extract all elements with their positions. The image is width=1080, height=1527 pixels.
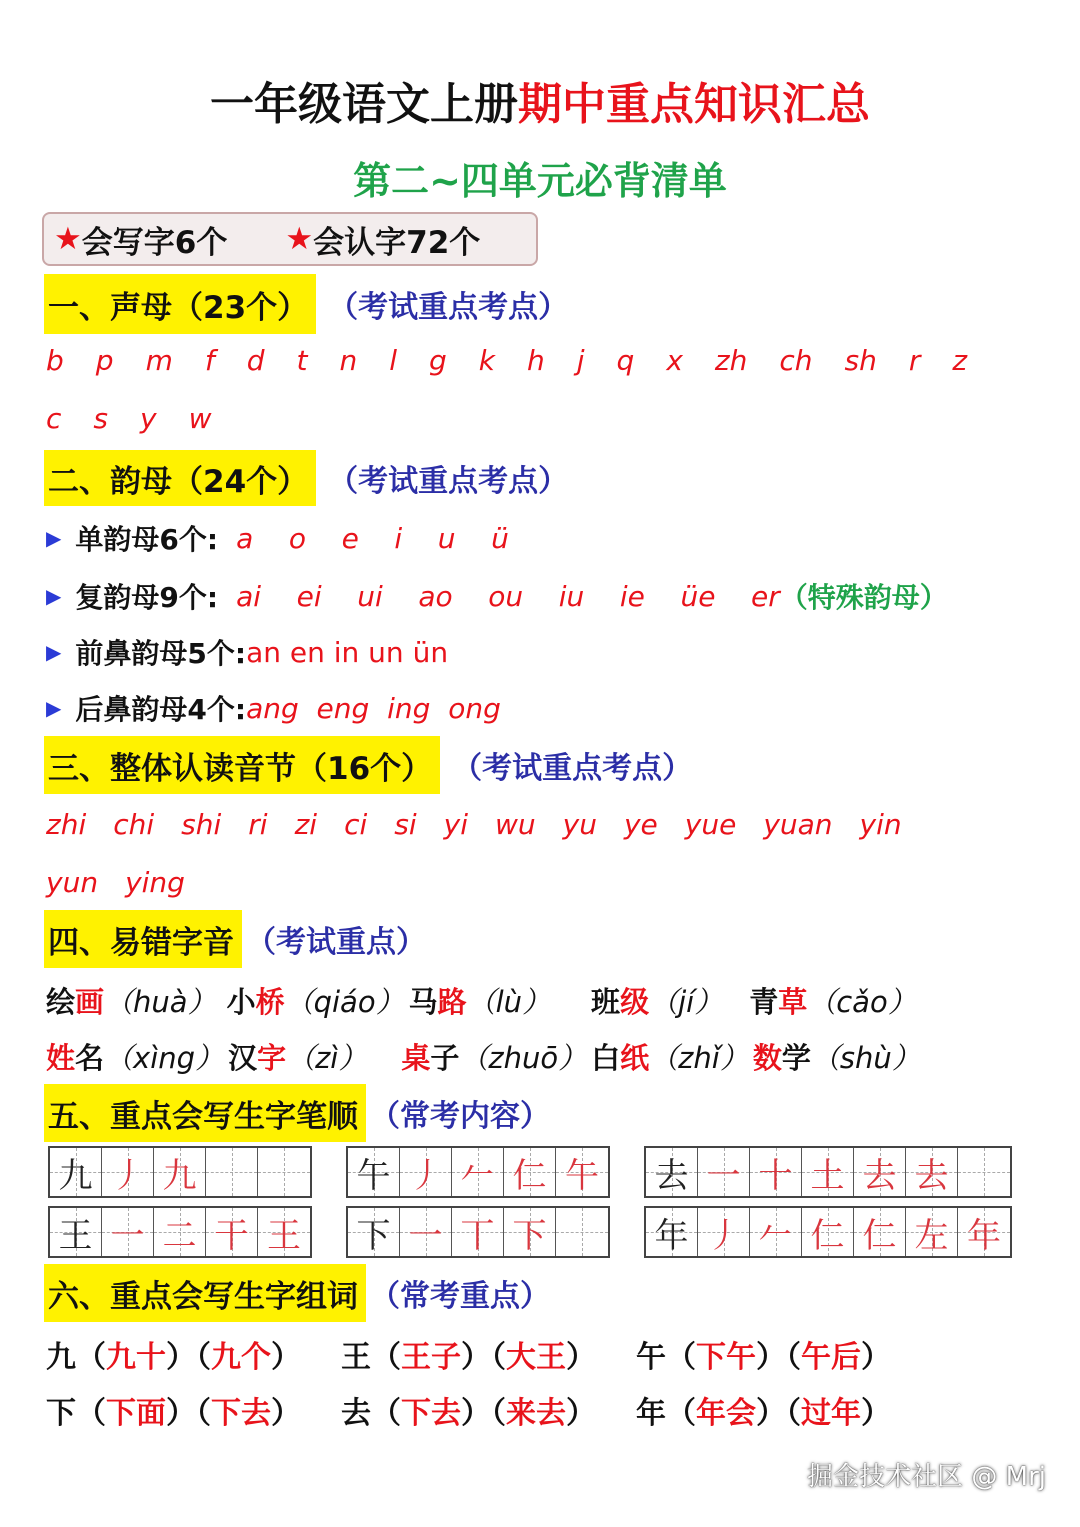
word-group <box>341 1340 596 1375</box>
error-char: 班 <box>591 985 621 1019</box>
word-groups-row-1 <box>46 1332 891 1376</box>
word-2: 大王 <box>506 1340 566 1375</box>
pinyin-item: r <box>908 344 921 377</box>
word-group <box>46 1396 301 1431</box>
page-subtitle: 第二~四单元必背清单 <box>353 159 727 203</box>
stroke-glyph: 下 <box>512 1215 547 1256</box>
pinyin-item: n <box>339 344 358 377</box>
stroke-glyph: 午 <box>356 1155 391 1196</box>
grid-cell-stroke <box>556 1148 608 1196</box>
paren: ） <box>271 1340 301 1375</box>
pinyin-item: d <box>246 344 265 377</box>
section-finals-header <box>44 450 568 506</box>
grid-cell <box>556 1208 608 1256</box>
pinyin-item: s <box>93 402 108 435</box>
error-word <box>401 1041 587 1075</box>
error-word <box>228 1041 367 1075</box>
section-note: （考试重点） <box>246 925 426 960</box>
grid-cell <box>206 1148 258 1196</box>
word-char: 下 <box>46 1396 76 1431</box>
stroke-glyph: 干 <box>214 1215 249 1256</box>
stroke-grid <box>48 1206 312 1258</box>
section-stroke-header <box>44 1084 550 1142</box>
pinyin-item: g <box>429 344 447 377</box>
word-group <box>636 1396 891 1431</box>
pinyin-item: yin <box>859 808 902 841</box>
word-groups-row-2 <box>46 1388 891 1432</box>
grid-cell-stroke <box>400 1148 452 1196</box>
finals-front-nasal-values: an en in un ün <box>246 635 449 669</box>
grid-cell-stroke <box>906 1208 958 1256</box>
section-words-header <box>44 1264 550 1322</box>
pinyin-item: chi <box>113 808 155 841</box>
paren: ） <box>566 1396 596 1431</box>
pinyin-item: yun <box>46 866 99 899</box>
pinyin-item: yue <box>684 808 737 841</box>
stroke-glyph: 丿 <box>706 1215 741 1256</box>
pinyin-item: f <box>204 344 215 377</box>
grid-cell-char <box>348 1208 400 1256</box>
stroke-glyph: 王 <box>267 1215 301 1256</box>
count-box <box>42 212 538 266</box>
pinyin-item: ying <box>125 866 185 899</box>
error-char: 数 <box>752 1041 782 1075</box>
pinyin-item: shi <box>181 808 222 841</box>
stroke-glyph: 下 <box>356 1215 391 1256</box>
word-2: 午后 <box>801 1340 861 1375</box>
error-char: 马 <box>408 985 438 1019</box>
stroke-glyph: 丅 <box>460 1215 495 1256</box>
paren: （ <box>76 1396 106 1431</box>
grid-cell-stroke <box>154 1148 206 1196</box>
error-word <box>753 1041 921 1075</box>
error-word <box>591 1041 749 1075</box>
error-char: 草 <box>778 985 808 1019</box>
error-char: 桌 <box>401 1041 431 1075</box>
grid-cell-stroke <box>854 1208 906 1256</box>
write-count: 会写字6个 <box>81 224 228 261</box>
finals-back-nasal-label: 后鼻韵母4个: <box>75 693 247 726</box>
stroke-glyph: 年 <box>967 1215 1001 1256</box>
triangle-bullet-icon: ▶ <box>46 584 62 608</box>
stroke-glyph: 二 <box>162 1215 197 1256</box>
error-char: 子 <box>430 1041 460 1075</box>
pinyin-item: b <box>46 344 64 377</box>
stroke-glyph: 去 <box>654 1155 689 1196</box>
pinyin-item: j <box>576 344 585 377</box>
stroke-glyph: 丿 <box>408 1155 443 1196</box>
stroke-glyph: 仁 <box>810 1215 845 1256</box>
grid-cell-stroke <box>854 1148 906 1196</box>
word-2: 过年 <box>801 1396 861 1431</box>
title-red: 期中重点知识汇总 <box>518 79 870 130</box>
paren: ） <box>861 1340 891 1375</box>
grid-cell-stroke <box>906 1148 958 1196</box>
pinyin-item: sh <box>844 344 877 377</box>
stroke-grid <box>346 1146 610 1198</box>
stroke-grid <box>644 1146 1012 1198</box>
stroke-glyph: 一 <box>706 1155 741 1196</box>
word-group <box>636 1340 891 1375</box>
star-icon: ★ <box>54 221 82 257</box>
grid-cell-char <box>50 1208 102 1256</box>
page-title <box>0 68 1080 132</box>
error-char: 路 <box>437 985 467 1019</box>
finals-back-nasal <box>46 688 501 728</box>
grid-cell-stroke <box>802 1148 854 1196</box>
grid-cell-stroke <box>102 1208 154 1256</box>
error-pinyin: （huà） <box>104 985 217 1019</box>
error-word <box>46 985 217 1019</box>
stroke-glyph: 午 <box>565 1155 599 1196</box>
star-icon: ★ <box>285 221 314 257</box>
error-char: 青 <box>749 985 779 1019</box>
error-char: 桥 <box>255 985 285 1019</box>
syllables-row-1 <box>46 808 902 841</box>
word-group <box>341 1396 596 1431</box>
error-char: 纸 <box>620 1041 650 1075</box>
pinyin-item: ch <box>779 344 813 377</box>
pinyin-item: p <box>95 344 114 377</box>
stroke-grid <box>48 1146 312 1198</box>
finals-single-values: a o e i u ü <box>236 521 509 555</box>
error-pinyin: （zì） <box>286 1041 368 1075</box>
word-char: 去 <box>341 1396 371 1431</box>
finals-compound-label: 复韵母9个: <box>75 581 219 614</box>
section-note: （考试重点考点） <box>328 290 569 325</box>
pinyin-item: wu <box>494 808 536 841</box>
pinyin-item: ri <box>248 808 268 841</box>
grid-cell-stroke <box>400 1208 452 1256</box>
watermark: 掘金技术社区 @ Mrj <box>807 1462 1046 1492</box>
pinyin-item: l <box>389 344 397 377</box>
pinyin-item: m <box>145 344 173 377</box>
grid-cell-stroke <box>102 1148 154 1196</box>
paren: （ <box>666 1396 696 1431</box>
initials-row-2 <box>46 402 211 435</box>
grid-cell-stroke <box>154 1208 206 1256</box>
word-2: 九个 <box>211 1340 271 1375</box>
error-pinyin: （jí） <box>649 985 724 1019</box>
word-char: 王 <box>341 1340 371 1375</box>
error-word <box>227 985 405 1019</box>
section-label: 一、声母（23个） <box>44 274 316 334</box>
stroke-grid <box>644 1206 1012 1258</box>
stroke-glyph: 左 <box>914 1215 949 1256</box>
finals-compound-values: ai ei ui ao ou iu ie üe er <box>236 579 780 613</box>
error-pinyin: （qiáo） <box>284 985 405 1019</box>
section-label: 五、重点会写生字笔顺 <box>44 1084 366 1142</box>
section-label: 四、易错字音 <box>44 910 242 968</box>
stroke-glyph: 十 <box>758 1155 793 1196</box>
error-pinyin: （shù） <box>810 1041 921 1075</box>
pinyin-item: yuan <box>763 808 833 841</box>
stroke-glyph: 一 <box>408 1215 443 1256</box>
paren: （ <box>371 1396 401 1431</box>
pinyin-item: w <box>188 402 212 435</box>
pinyin-item: z <box>952 344 968 377</box>
word-char: 午 <box>636 1340 666 1375</box>
section-syllables-header <box>44 736 692 794</box>
section-note: （常考重点） <box>370 1279 550 1314</box>
pinyin-item: yu <box>562 808 597 841</box>
stroke-glyph: 九 <box>58 1155 93 1196</box>
error-char: 字 <box>257 1041 287 1075</box>
grid-cell-stroke <box>504 1148 556 1196</box>
word-1: 下面 <box>106 1396 166 1431</box>
grid-cell-stroke <box>750 1148 802 1196</box>
stroke-glyph: 一 <box>110 1215 145 1256</box>
error-pinyin: （zhǐ） <box>649 1041 749 1075</box>
finals-front-nasal-label: 前鼻韵母5个: <box>75 637 247 670</box>
grid-cell-stroke <box>802 1208 854 1256</box>
error-word <box>46 1041 224 1075</box>
word-2: 下去 <box>211 1396 271 1431</box>
triangle-bullet-icon: ▶ <box>46 640 62 664</box>
stroke-glyph: 𠂉 <box>460 1155 495 1196</box>
section-note: （考试重点考点） <box>328 464 569 499</box>
grid-cell-stroke <box>698 1148 750 1196</box>
paren: ）（ <box>756 1340 801 1375</box>
error-word <box>749 985 917 1019</box>
word-1: 下午 <box>696 1340 756 1375</box>
grid-cell-char <box>50 1148 102 1196</box>
stroke-glyph: 去 <box>914 1155 949 1196</box>
paren: ）（ <box>461 1396 506 1431</box>
error-pinyin: （xìng） <box>104 1041 225 1075</box>
word-char: 九 <box>46 1340 76 1375</box>
error-word <box>409 985 551 1019</box>
triangle-bullet-icon: ▶ <box>46 696 62 720</box>
error-word <box>591 985 723 1019</box>
finals-compound <box>46 576 948 616</box>
pinyin-item: t <box>296 344 308 377</box>
section-error-header <box>44 910 426 968</box>
stroke-grid <box>346 1206 610 1258</box>
finals-single-label: 单韵母6个: <box>75 523 219 556</box>
paren: ） <box>271 1396 301 1431</box>
error-pinyin: （cǎo） <box>807 985 917 1019</box>
pinyin-item: yi <box>443 808 468 841</box>
error-pinyin: （zhuō） <box>459 1041 588 1075</box>
finals-back-nasal-values: ang eng ing ong <box>246 691 501 725</box>
triangle-bullet-icon: ▶ <box>46 526 62 550</box>
grid-cell-char <box>646 1148 698 1196</box>
pinyin-item: k <box>478 344 495 377</box>
grid-cell-stroke <box>750 1208 802 1256</box>
error-char: 绘 <box>46 985 76 1019</box>
word-1: 王子 <box>401 1340 461 1375</box>
pinyin-item: h <box>527 344 545 377</box>
stroke-glyph: 年 <box>654 1215 689 1256</box>
word-char: 年 <box>636 1396 666 1431</box>
section-label: 二、韵母（24个） <box>44 450 316 506</box>
error-char: 名 <box>75 1041 105 1075</box>
word-2: 来去 <box>506 1396 566 1431</box>
pinyin-item: x <box>666 344 683 377</box>
pinyin-item: ye <box>623 808 658 841</box>
pinyin-item: q <box>616 344 635 377</box>
paren: ）（ <box>461 1340 506 1375</box>
word-1: 年会 <box>696 1396 756 1431</box>
pinyin-item: si <box>394 808 417 841</box>
paren: ）（ <box>166 1396 211 1431</box>
finals-front-nasal <box>46 632 448 672</box>
stroke-glyph: 仁 <box>862 1215 897 1256</box>
grid-cell-stroke <box>258 1208 310 1256</box>
word-1: 下去 <box>401 1396 461 1431</box>
paren: ） <box>861 1396 891 1431</box>
paren: ）（ <box>166 1340 211 1375</box>
grid-cell-stroke <box>504 1208 556 1256</box>
error-pinyin: （lù） <box>466 985 552 1019</box>
initials-row-1 <box>46 344 967 377</box>
grid-cell-char <box>646 1208 698 1256</box>
syllables-row-2 <box>46 866 185 899</box>
word-group <box>46 1340 301 1375</box>
grid-cell <box>958 1148 1010 1196</box>
error-char: 姓 <box>46 1041 76 1075</box>
finals-compound-note: （特殊韵母） <box>779 581 948 614</box>
error-words-row-1 <box>46 980 917 1021</box>
error-char: 画 <box>75 985 105 1019</box>
stroke-glyph: 丿 <box>110 1155 145 1196</box>
pinyin-item: c <box>46 402 62 435</box>
finals-single <box>46 518 509 558</box>
paren: ）（ <box>756 1396 801 1431</box>
paren: （ <box>666 1340 696 1375</box>
grid-cell-stroke <box>452 1148 504 1196</box>
section-label: 三、整体认读音节（16个） <box>44 736 440 794</box>
stroke-glyph: 王 <box>58 1215 93 1256</box>
pinyin-item: zh <box>714 344 748 377</box>
paren: （ <box>371 1340 401 1375</box>
section-note: （考试重点考点） <box>452 751 693 786</box>
pinyin-item: zhi <box>46 808 87 841</box>
pinyin-item: ci <box>344 808 368 841</box>
section-label: 六、重点会写生字组词 <box>44 1264 366 1322</box>
grid-cell-stroke <box>958 1208 1010 1256</box>
grid-cell-stroke <box>452 1208 504 1256</box>
stroke-glyph: 𠂉 <box>758 1215 793 1256</box>
pinyin-item: zi <box>294 808 318 841</box>
error-char: 汉 <box>228 1041 258 1075</box>
recognize-count: 会认字72个 <box>313 224 481 261</box>
error-char: 级 <box>620 985 650 1019</box>
pinyin-item: y <box>140 402 157 435</box>
grid-cell-char <box>348 1148 400 1196</box>
stroke-glyph: 九 <box>162 1155 197 1196</box>
paren: ） <box>566 1340 596 1375</box>
grid-cell-stroke <box>206 1208 258 1256</box>
word-1: 九十 <box>106 1340 166 1375</box>
grid-cell-stroke <box>698 1208 750 1256</box>
stroke-glyph: 土 <box>810 1155 845 1196</box>
error-char: 小 <box>226 985 256 1019</box>
error-words-row-2 <box>46 1036 921 1077</box>
stroke-glyph: 仁 <box>512 1155 547 1196</box>
grid-cell <box>258 1148 310 1196</box>
error-char: 白 <box>591 1041 621 1075</box>
stroke-glyph: 去 <box>862 1155 897 1196</box>
section-note: （常考内容） <box>370 1099 550 1134</box>
error-char: 学 <box>781 1041 811 1075</box>
title-black: 一年级语文上册 <box>210 79 518 130</box>
section-initials-header <box>44 274 568 334</box>
paren: （ <box>76 1340 106 1375</box>
